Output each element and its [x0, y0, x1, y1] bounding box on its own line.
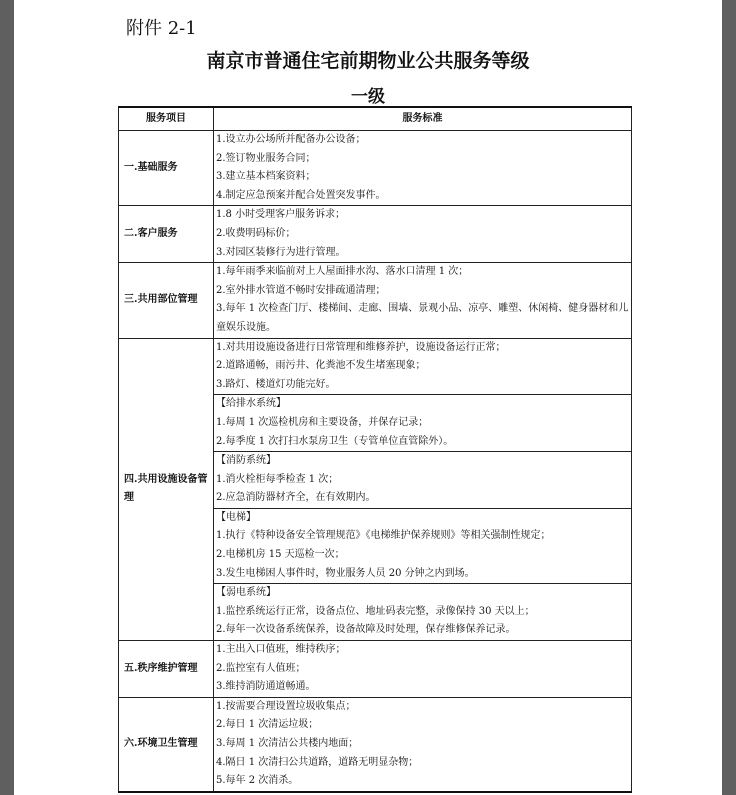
- table-row: [119, 697, 632, 791]
- document-title: 南京市普通住宅前期物业公共服务等级: [206, 50, 530, 72]
- standard-item: 2.监控室有人值班；: [216, 662, 306, 674]
- service-standard-cell: [214, 508, 632, 583]
- service-standard-cell: [214, 641, 632, 698]
- standard-item: 2.室外排水管道不畅时安排疏通清理；: [216, 284, 386, 296]
- service-category: 二.客户服务: [119, 206, 214, 263]
- standard-item: 2.每季度 1 次打扫水泵房卫生（专管单位直管除外）。: [216, 435, 454, 447]
- service-category: 一.基础服务: [119, 131, 214, 206]
- standard-item: 1.每周 1 次巡检机房和主要设备，并保存记录；: [216, 416, 429, 428]
- table-body: [119, 131, 632, 792]
- standard-item: 2.每日 1 次清运垃圾；: [216, 719, 319, 731]
- standard-item: 3.维持消防通道畅通。: [216, 681, 316, 693]
- subsystem-heading: 【给排水系统】: [216, 398, 286, 410]
- standard-item: 3.路灯、楼道灯功能完好。: [216, 378, 336, 390]
- service-category: 三.共用部位管理: [119, 263, 214, 338]
- standard-item: 1.消火栓柜每季检查 1 次；: [216, 473, 339, 485]
- standard-item: 1.监控系统运行正常，设备点位、地址码表完整，录像保持 30 天以上；: [216, 605, 535, 617]
- table-row: [119, 263, 632, 338]
- service-standard-cell: [214, 452, 632, 509]
- grade-subtitle: 一级: [351, 87, 385, 107]
- standard-item: 3.对园区装修行为进行管理。: [216, 246, 346, 258]
- service-standard-cell: [214, 395, 632, 452]
- header-service-standard: 服务标准: [214, 107, 632, 131]
- standard-item: 2.电梯机房 15 天巡检一次；: [216, 549, 345, 561]
- standard-item: 3.发生电梯困人事件时，物业服务人员 20 分钟之内到场。: [216, 567, 475, 579]
- subsystem-heading: 【消防系统】: [216, 455, 276, 467]
- table-row: [119, 338, 632, 395]
- service-standard-table: [118, 106, 632, 793]
- standard-item: 1.每年雨季来临前对上人屋面排水沟、落水口清理 1 次；: [216, 266, 469, 278]
- standard-item: 1.8 小时受理客户服务诉求；: [216, 209, 346, 221]
- subsystem-heading: 【弱电系统】: [216, 587, 276, 599]
- standard-item: 4.制定应急预案并配合处置突发事件。: [216, 189, 386, 201]
- standard-item: 1.按需要合理设置垃圾收集点；: [216, 700, 356, 712]
- table-row: [119, 641, 632, 698]
- standard-item: 1.执行《特种设备安全管理规范》《电梯维护保养规则》等相关强制性规定；: [216, 530, 551, 542]
- standard-item: 3.每周 1 次清洁公共楼内地面；: [216, 738, 359, 749]
- standard-item: 3.建立基本档案资料；: [216, 171, 316, 183]
- service-standard-cell: [214, 697, 632, 791]
- standard-item: 5.每年 2 次消杀。: [216, 775, 299, 787]
- service-standard-cell: [214, 131, 632, 206]
- service-standard-cell: [214, 206, 632, 263]
- standard-item: 2.应急消防器材齐全，在有效期内。: [216, 492, 376, 504]
- standard-item: 2.收费明码标价；: [216, 227, 296, 239]
- table-row: [119, 206, 632, 263]
- standard-item: 4.隔日 1 次清扫公共道路，道路无明显杂物；: [216, 756, 419, 768]
- standard-item: 1.设立办公场所并配备办公设备；: [216, 134, 366, 145]
- table-row: [119, 131, 632, 206]
- standard-item: 2.每年一次设备系统保养，设备故障及时处理，保存维修保养记录。: [216, 624, 516, 636]
- standard-item: 1.主出入口值班，维持秩序；: [216, 644, 346, 656]
- service-standard-cell: [214, 584, 632, 641]
- standard-item: 1.对共用设施设备进行日常管理和维修养护，设施设备运行正常；: [216, 341, 506, 353]
- service-category: 五.秩序维护管理: [119, 641, 214, 698]
- header-service-item: 服务项目: [119, 107, 214, 131]
- service-category: 四.共用设施设备管理: [119, 338, 214, 641]
- service-standard-cell: [214, 263, 632, 338]
- document-page: [14, 0, 722, 795]
- standard-item: 2.道路通畅，雨污井、化粪池不发生堵塞现象；: [216, 360, 426, 372]
- table-header-row: [119, 107, 632, 131]
- service-category: 六.环境卫生管理: [119, 697, 214, 791]
- service-standard-cell: [214, 338, 632, 395]
- attachment-label: 附件 2-1: [126, 18, 197, 39]
- subsystem-heading: 【电梯】: [216, 511, 256, 523]
- standard-item: 2.签订物业服务合同；: [216, 152, 316, 164]
- standard-item: 3.每年 1 次检查门厅、楼梯间、走廊、围墙、景观小品、凉亭、雕塑、休闲椅、健身器材和儿童娱乐设施。: [216, 303, 629, 333]
